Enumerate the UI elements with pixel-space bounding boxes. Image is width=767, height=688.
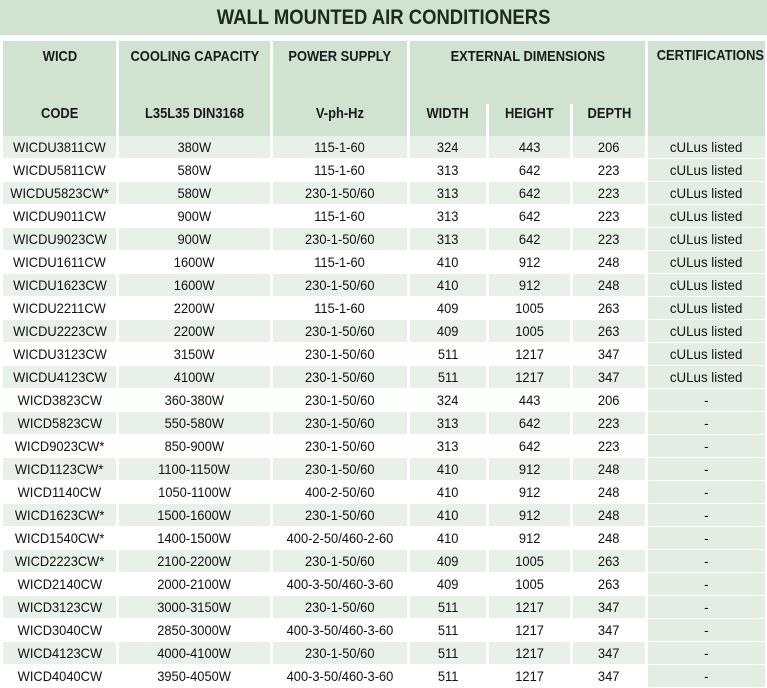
table-row	[3, 297, 765, 320]
cell-width: 410	[410, 504, 486, 527]
cell-code: WICDU5811CW	[3, 159, 116, 182]
cell-width: 410	[410, 481, 486, 504]
cell-power: 230-1-50/60	[273, 435, 407, 458]
cell-height: 1005	[489, 550, 570, 573]
cell-power: 400-2-50/60	[273, 481, 407, 504]
table-row	[3, 665, 765, 688]
cell-depth: 263	[573, 573, 645, 596]
cell-depth: 206	[573, 389, 645, 412]
cell-code: WICD4040CW	[3, 665, 116, 688]
cell-height: 912	[489, 458, 570, 481]
cell-cert: cULus listed	[648, 136, 765, 159]
table-row	[3, 136, 765, 159]
cell-code: WICD1540CW*	[3, 527, 116, 550]
header-code-bottom: CODE	[3, 104, 116, 136]
cell-width: 409	[410, 550, 486, 573]
table-row	[3, 228, 765, 251]
table-row	[3, 435, 765, 458]
cell-width: 324	[410, 389, 486, 412]
table-row	[3, 642, 765, 665]
cell-capacity: 360-380W	[119, 389, 270, 412]
table-row	[3, 504, 765, 527]
cell-depth: 223	[573, 182, 645, 205]
cell-height: 1217	[489, 665, 570, 688]
cell-depth: 347	[573, 619, 645, 642]
table-row	[3, 596, 765, 619]
table-row	[3, 458, 765, 481]
cell-depth: 223	[573, 159, 645, 182]
header-code-top: WICD	[3, 41, 116, 104]
cell-capacity: 580W	[119, 182, 270, 205]
cell-code: WICD3040CW	[3, 619, 116, 642]
table-row	[3, 159, 765, 182]
cell-cert: -	[648, 596, 765, 619]
cell-depth: 223	[573, 205, 645, 228]
cell-capacity: 3950-4050W	[119, 665, 270, 688]
cell-height: 912	[489, 527, 570, 550]
cell-depth: 248	[573, 251, 645, 274]
cell-power: 400-3-50/460-3-60	[273, 665, 407, 688]
cell-capacity: 850-900W	[119, 435, 270, 458]
cell-cert: -	[648, 573, 765, 596]
cell-power: 230-1-50/60	[273, 228, 407, 251]
cell-height: 642	[489, 182, 570, 205]
header-capacity-top: COOLING CAPACITY	[119, 41, 270, 104]
cell-width: 410	[410, 527, 486, 550]
cell-capacity: 4100W	[119, 366, 270, 389]
cell-power: 400-2-50/460-2-60	[273, 527, 407, 550]
header-dimensions: EXTERNAL DIMENSIONS	[410, 41, 645, 104]
cell-width: 313	[410, 228, 486, 251]
cell-width: 313	[410, 412, 486, 435]
cell-power: 115-1-60	[273, 205, 407, 228]
cell-width: 511	[410, 642, 486, 665]
table-row	[3, 320, 765, 343]
cell-code: WICDU1611CW	[3, 251, 116, 274]
cell-power: 230-1-50/60	[273, 550, 407, 573]
cell-power: 230-1-50/60	[273, 274, 407, 297]
cell-power: 115-1-60	[273, 159, 407, 182]
table-row	[3, 527, 765, 550]
table-row	[3, 182, 765, 205]
cell-code: WICD2223CW*	[3, 550, 116, 573]
cell-cert: cULus listed	[648, 205, 765, 228]
cell-width: 409	[410, 320, 486, 343]
cell-code: WICDU1623CW	[3, 274, 116, 297]
cell-power: 115-1-60	[273, 251, 407, 274]
cell-depth: 206	[573, 136, 645, 159]
cell-capacity: 1600W	[119, 274, 270, 297]
cell-cert: -	[648, 389, 765, 412]
cell-code: WICDU3123CW	[3, 343, 116, 366]
header-width: WIDTH	[410, 104, 486, 136]
cell-power: 230-1-50/60	[273, 642, 407, 665]
cell-depth: 223	[573, 412, 645, 435]
cell-code: WICD1140CW	[3, 481, 116, 504]
cell-cert: -	[648, 435, 765, 458]
cell-cert: cULus listed	[648, 366, 765, 389]
cell-depth: 347	[573, 642, 645, 665]
cell-cert: cULus listed	[648, 159, 765, 182]
cell-width: 410	[410, 458, 486, 481]
cell-power: 115-1-60	[273, 136, 407, 159]
cell-width: 410	[410, 274, 486, 297]
cell-height: 1217	[489, 366, 570, 389]
table-row	[3, 619, 765, 642]
cell-depth: 347	[573, 596, 645, 619]
cell-capacity: 4000-4100W	[119, 642, 270, 665]
cell-depth: 248	[573, 458, 645, 481]
cell-depth: 347	[573, 665, 645, 688]
cell-width: 409	[410, 297, 486, 320]
header-power-bottom: V-ph-Hz	[273, 104, 407, 136]
cell-power: 230-1-50/60	[273, 389, 407, 412]
header-height: HEIGHT	[489, 104, 570, 136]
cell-power: 230-1-50/60	[273, 596, 407, 619]
header-power-top: POWER SUPPLY	[273, 41, 407, 104]
cell-power: 230-1-50/60	[273, 366, 407, 389]
cell-capacity: 3150W	[119, 343, 270, 366]
cell-capacity: 1600W	[119, 251, 270, 274]
cell-height: 443	[489, 389, 570, 412]
cell-depth: 263	[573, 297, 645, 320]
cell-depth: 347	[573, 343, 645, 366]
table-row	[3, 481, 765, 504]
cell-depth: 347	[573, 366, 645, 389]
cell-capacity: 2100-2200W	[119, 550, 270, 573]
cell-cert: cULus listed	[648, 228, 765, 251]
header-certifications: CERTIFICATIONS	[648, 41, 765, 136]
cell-capacity: 2850-3000W	[119, 619, 270, 642]
page-title	[0, 0, 767, 38]
table-row	[3, 205, 765, 228]
cell-code: WICD1123CW*	[3, 458, 116, 481]
cell-width: 511	[410, 343, 486, 366]
cell-depth: 263	[573, 550, 645, 573]
cell-code: WICD4123CW	[3, 642, 116, 665]
cell-cert: cULus listed	[648, 320, 765, 343]
cell-capacity: 550-580W	[119, 412, 270, 435]
cell-power: 400-3-50/460-3-60	[273, 573, 407, 596]
cell-width: 313	[410, 159, 486, 182]
cell-cert: cULus listed	[648, 182, 765, 205]
cell-height: 642	[489, 159, 570, 182]
cell-width: 410	[410, 251, 486, 274]
cell-capacity: 900W	[119, 228, 270, 251]
cell-capacity: 380W	[119, 136, 270, 159]
cell-capacity: 580W	[119, 159, 270, 182]
cell-code: WICD2140CW	[3, 573, 116, 596]
cell-height: 642	[489, 435, 570, 458]
header-depth: DEPTH	[573, 104, 645, 136]
cell-code: WICDU9011CW	[3, 205, 116, 228]
cell-cert: -	[648, 412, 765, 435]
cell-height: 1217	[489, 619, 570, 642]
cell-height: 912	[489, 481, 570, 504]
table-row	[3, 389, 765, 412]
cell-code: WICD9023CW*	[3, 435, 116, 458]
cell-capacity: 900W	[119, 205, 270, 228]
cell-capacity: 2200W	[119, 297, 270, 320]
cell-power: 115-1-60	[273, 297, 407, 320]
cell-cert: -	[648, 550, 765, 573]
cell-cert: -	[648, 458, 765, 481]
cell-height: 642	[489, 412, 570, 435]
cell-depth: 223	[573, 228, 645, 251]
cell-height: 1217	[489, 642, 570, 665]
cell-height: 912	[489, 274, 570, 297]
cell-power: 230-1-50/60	[273, 458, 407, 481]
cell-cert: cULus listed	[648, 251, 765, 274]
cell-height: 1005	[489, 573, 570, 596]
cell-cert: -	[648, 527, 765, 550]
cell-code: WICD1623CW*	[3, 504, 116, 527]
cell-width: 313	[410, 205, 486, 228]
cell-width: 511	[410, 619, 486, 642]
cell-cert: cULus listed	[648, 274, 765, 297]
cell-cert: -	[648, 504, 765, 527]
cell-capacity: 2200W	[119, 320, 270, 343]
cell-power: 230-1-50/60	[273, 343, 407, 366]
cell-power: 230-1-50/60	[273, 182, 407, 205]
cell-width: 511	[410, 596, 486, 619]
cell-cert: -	[648, 619, 765, 642]
cell-cert: cULus listed	[648, 343, 765, 366]
products-table-body	[3, 136, 765, 688]
cell-cert: -	[648, 665, 765, 688]
cell-capacity: 1050-1100W	[119, 481, 270, 504]
cell-height: 1217	[489, 596, 570, 619]
cell-height: 1005	[489, 320, 570, 343]
cell-width: 324	[410, 136, 486, 159]
table-row	[3, 343, 765, 366]
table-row	[3, 274, 765, 297]
cell-capacity: 3000-3150W	[119, 596, 270, 619]
cell-power: 400-3-50/460-3-60	[273, 619, 407, 642]
cell-width: 313	[410, 435, 486, 458]
cell-height: 912	[489, 251, 570, 274]
cell-code: WICDU2223CW	[3, 320, 116, 343]
cell-code: WICDU4123CW	[3, 366, 116, 389]
cell-width: 313	[410, 182, 486, 205]
table-row	[3, 573, 765, 596]
page-title-text: WALL MOUNTED AIR CONDITIONERS	[216, 5, 551, 29]
cell-code: WICDU5823CW*	[3, 182, 116, 205]
cell-height: 642	[489, 205, 570, 228]
cell-height: 1005	[489, 297, 570, 320]
cell-depth: 223	[573, 435, 645, 458]
cell-power: 230-1-50/60	[273, 412, 407, 435]
products-table	[0, 41, 767, 688]
cell-power: 230-1-50/60	[273, 320, 407, 343]
cell-height: 642	[489, 228, 570, 251]
cell-code: WICDU3811CW	[3, 136, 116, 159]
cell-height: 1217	[489, 343, 570, 366]
cell-width: 511	[410, 665, 486, 688]
cell-depth: 248	[573, 527, 645, 550]
table-row	[3, 412, 765, 435]
cell-code: WICD3123CW	[3, 596, 116, 619]
cell-cert: -	[648, 481, 765, 504]
cell-code: WICD3823CW	[3, 389, 116, 412]
cell-power: 230-1-50/60	[273, 504, 407, 527]
cell-depth: 263	[573, 320, 645, 343]
cell-capacity: 1500-1600W	[119, 504, 270, 527]
table-row	[3, 366, 765, 389]
cell-cert: -	[648, 642, 765, 665]
cell-capacity: 2000-2100W	[119, 573, 270, 596]
cell-height: 912	[489, 504, 570, 527]
cell-code: WICD5823CW	[3, 412, 116, 435]
header-capacity-bottom: L35L35 DIN3168	[119, 104, 270, 136]
cell-depth: 248	[573, 274, 645, 297]
cell-width: 511	[410, 366, 486, 389]
cell-height: 443	[489, 136, 570, 159]
header-row-top	[3, 41, 765, 104]
table-row	[3, 251, 765, 274]
cell-capacity: 1100-1150W	[119, 458, 270, 481]
cell-cert: cULus listed	[648, 297, 765, 320]
cell-depth: 248	[573, 481, 645, 504]
cell-code: WICDU9023CW	[3, 228, 116, 251]
cell-depth: 248	[573, 504, 645, 527]
cell-capacity: 1400-1500W	[119, 527, 270, 550]
table-row	[3, 550, 765, 573]
cell-width: 409	[410, 573, 486, 596]
cell-code: WICDU2211CW	[3, 297, 116, 320]
